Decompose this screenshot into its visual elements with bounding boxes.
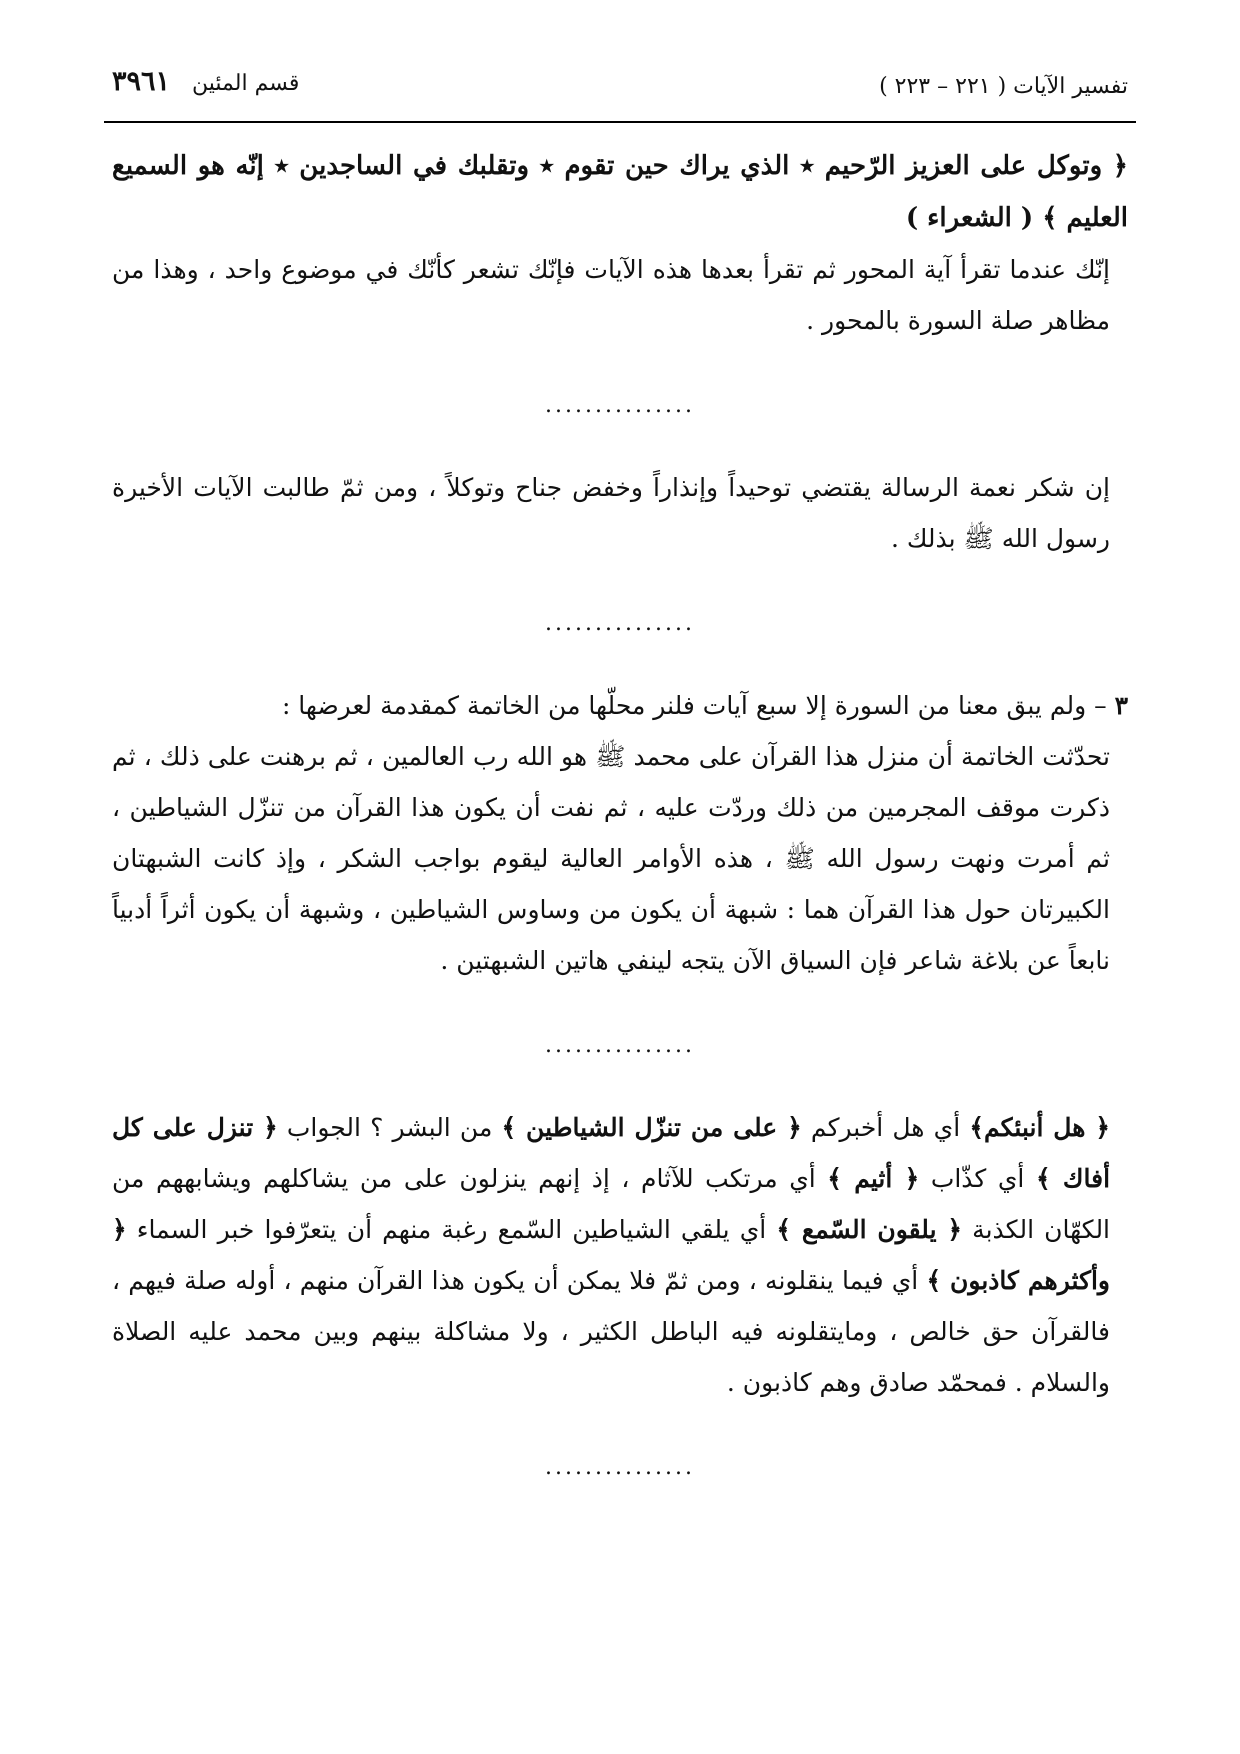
section-number: ٣ xyxy=(1114,691,1128,720)
explanation-text: أي هل أخبركم xyxy=(801,1113,970,1142)
section-heading-text: – ولم يبق معنا من السورة إلا سبع آيات فلنر محلّها من الخاتمة كمقدمة لعرضها : xyxy=(281,691,1115,720)
verse-quote: ﴿ أثيم ﴾ xyxy=(827,1164,920,1193)
page-number: ٣٩٦١ xyxy=(112,66,171,97)
section-heading xyxy=(112,680,1128,731)
verse-quote: ﴿ وأكثرهم كاذبون ﴾ xyxy=(112,1215,1110,1295)
running-header-section xyxy=(112,66,299,97)
commentary-paragraph: إن شكر نعمة الرسالة يقتضي توحيداً وإنذاراً وخفض جناح وتوكلاً ، ومن ثمّ طالبت الآيات الأخيرة رسول الله ﷺ بذلك . xyxy=(112,473,1110,553)
commentary-paragraph: تحدّثت الخاتمة أن منزل هذا القرآن على محمد ﷺ هو الله رب العالمين ، ثم برهنت على ذلك ، ثم ذكرت موقف المجرمين من ذلك وردّت عليه ، ثم نفت أن يكون هذا القرآن من تنزّل الشياطين ، ثم أمرت ونهت رسول الله ﷺ ، هذه الأوامر العالية ليقوم بواجب الشكر ، وإذ كانت الشبهتان الكبيرتان حول هذا القرآن هما : شبهة أن يكون من وساوس الشياطين ، وشبهة أن يكون أثراً أدبياً نابعاً عن بلاغة شاعر فإن السياق الآن يتجه لينفي هاتين الشبهتين . xyxy=(112,742,1110,975)
verse-quote: ﴿ هل أنبئكم﴾ xyxy=(969,1113,1110,1142)
section-name: قسم المئين xyxy=(192,71,300,96)
explanation-text: أي يلقي الشياطين السّمع رغبة منهم أن يتعرّفوا خبر السماء xyxy=(126,1215,777,1244)
running-header-title: تفسير الآيات ( ٢٢١ – ٢٢٣ ) xyxy=(879,74,1128,99)
verse-quote: ﴿ يلقون السّمع ﴾ xyxy=(776,1215,963,1244)
verse-quote: ﴿ على من تنزّل الشياطين ﴾ xyxy=(501,1113,802,1142)
verse-quote: ﴿ تنزل على كل أفاك ﴾ xyxy=(112,1113,1111,1193)
header-rule xyxy=(104,121,1136,123)
commentary-paragraph: إنّك عندما تقرأ آية المحور ثم تقرأ بعدها هذه الآيات فإنّك تشعر كأنّك في موضوع واحد ، وهذا من مظاهر صلة السورة بالمحور . xyxy=(112,255,1110,335)
separator-dots: ............... xyxy=(545,393,695,418)
explanation-text: أي مرتكب للآثام ، إذ إنهم ينزلون على من يشاكلهم ويشابههم من الكهّان الكذبة xyxy=(112,1164,1111,1244)
separator-dots: ............... xyxy=(545,1033,695,1058)
explanation-text: أي كذّاب xyxy=(919,1164,1036,1193)
explanation-text: أي فيما ينقلونه ، ومن ثمّ فلا يمكن أن يكون هذا القرآن منهم ، أوله صلة فيهم ، فالقرآن حق خالص ، ومايتقلونه فيه الباطل الكثير ، ولا مشاكلة بينهم وبين محمد عليه الصلاة والسلام . فمحمّد صادق وهم كاذبون . xyxy=(112,1266,1110,1397)
separator-dots: ............... xyxy=(545,1455,695,1480)
explanation-text: من البشر ؟ الجواب xyxy=(277,1113,502,1142)
page-body xyxy=(112,140,1128,1524)
separator-dots: ............... xyxy=(545,611,695,636)
quran-verse: ﴿ وتوكل على العزيز الرّحيم ٭ الذي يراك حين تقوم ٭ وتقلبك في الساجدين ٭ إنّه هو السميع العليم ﴾ ( الشعراء ) xyxy=(112,151,1128,233)
tafsir-paragraph xyxy=(112,1102,1128,1408)
